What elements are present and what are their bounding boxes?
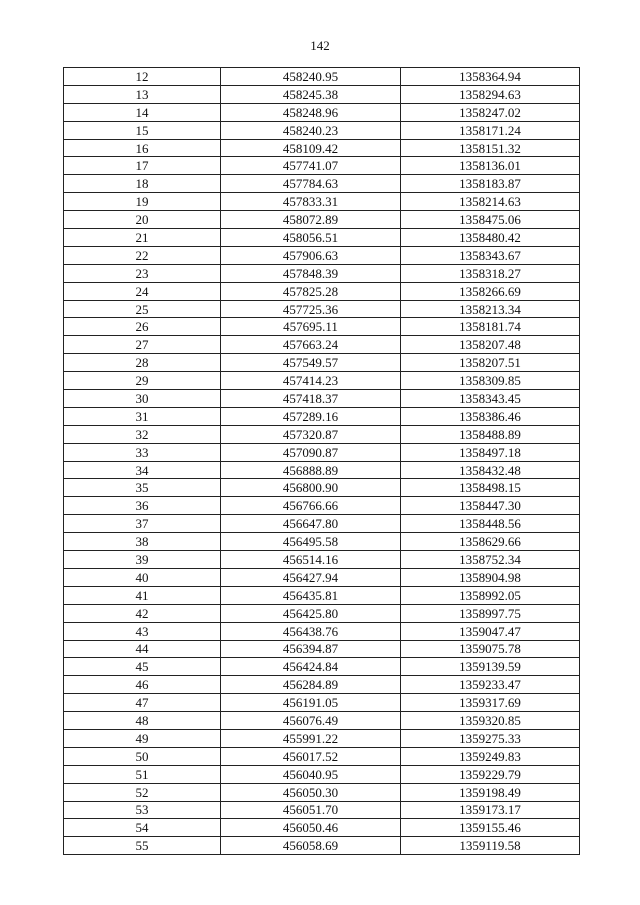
- x-coordinate-cell: 458109.42: [221, 139, 401, 157]
- x-coordinate-cell: 457289.16: [221, 407, 401, 425]
- table-row: [64, 515, 580, 533]
- x-coordinate-cell: 458245.38: [221, 85, 401, 103]
- y-coordinate-cell: 1358183.87: [401, 175, 580, 193]
- x-coordinate-cell: 457825.28: [221, 282, 401, 300]
- table-row: [64, 390, 580, 408]
- point-number-cell: 21: [64, 229, 221, 247]
- x-coordinate-cell: 458248.96: [221, 103, 401, 121]
- x-coordinate-cell: 456058.69: [221, 837, 401, 855]
- table-row: [64, 175, 580, 193]
- x-coordinate-cell: 457848.39: [221, 264, 401, 282]
- y-coordinate-cell: 1359317.69: [401, 694, 580, 712]
- table-row: [64, 407, 580, 425]
- point-number-cell: 50: [64, 747, 221, 765]
- point-number-cell: 36: [64, 497, 221, 515]
- point-number-cell: 52: [64, 783, 221, 801]
- table-row: [64, 264, 580, 282]
- point-number-cell: 43: [64, 622, 221, 640]
- point-number-cell: 48: [64, 712, 221, 730]
- table-row: [64, 229, 580, 247]
- table-row: [64, 694, 580, 712]
- point-number-cell: 14: [64, 103, 221, 121]
- table-row: [64, 819, 580, 837]
- x-coordinate-cell: 458056.51: [221, 229, 401, 247]
- table-row: [64, 193, 580, 211]
- x-coordinate-cell: 456191.05: [221, 694, 401, 712]
- x-coordinate-cell: 456800.90: [221, 479, 401, 497]
- x-coordinate-cell: 456051.70: [221, 801, 401, 819]
- point-number-cell: 25: [64, 300, 221, 318]
- y-coordinate-cell: 1358904.98: [401, 568, 580, 586]
- x-coordinate-cell: 456495.58: [221, 533, 401, 551]
- y-coordinate-cell: 1359233.47: [401, 676, 580, 694]
- x-coordinate-cell: 457784.63: [221, 175, 401, 193]
- point-number-cell: 54: [64, 819, 221, 837]
- y-coordinate-cell: 1358629.66: [401, 533, 580, 551]
- y-coordinate-cell: 1359075.78: [401, 640, 580, 658]
- y-coordinate-cell: 1358447.30: [401, 497, 580, 515]
- y-coordinate-cell: 1358497.18: [401, 443, 580, 461]
- y-coordinate-cell: 1358207.51: [401, 354, 580, 372]
- table-row: [64, 425, 580, 443]
- y-coordinate-cell: 1358448.56: [401, 515, 580, 533]
- x-coordinate-cell: 457320.87: [221, 425, 401, 443]
- y-coordinate-cell: 1358997.75: [401, 604, 580, 622]
- table-row: [64, 837, 580, 855]
- table-row: [64, 139, 580, 157]
- y-coordinate-cell: 1359320.85: [401, 712, 580, 730]
- point-number-cell: 45: [64, 658, 221, 676]
- table-row: [64, 372, 580, 390]
- point-number-cell: 28: [64, 354, 221, 372]
- table-row: [64, 103, 580, 121]
- y-coordinate-cell: 1358213.34: [401, 300, 580, 318]
- point-number-cell: 49: [64, 729, 221, 747]
- table-row: [64, 729, 580, 747]
- y-coordinate-cell: 1358171.24: [401, 121, 580, 139]
- point-number-cell: 17: [64, 157, 221, 175]
- point-number-cell: 41: [64, 586, 221, 604]
- point-number-cell: 44: [64, 640, 221, 658]
- x-coordinate-cell: 456647.80: [221, 515, 401, 533]
- table-row: [64, 157, 580, 175]
- point-number-cell: 40: [64, 568, 221, 586]
- y-coordinate-cell: 1359198.49: [401, 783, 580, 801]
- point-number-cell: 46: [64, 676, 221, 694]
- x-coordinate-cell: 456050.30: [221, 783, 401, 801]
- table-row: [64, 336, 580, 354]
- point-number-cell: 47: [64, 694, 221, 712]
- y-coordinate-cell: 1358498.15: [401, 479, 580, 497]
- point-number-cell: 55: [64, 837, 221, 855]
- x-coordinate-cell: 457418.37: [221, 390, 401, 408]
- y-coordinate-cell: 1358343.67: [401, 246, 580, 264]
- point-number-cell: 51: [64, 765, 221, 783]
- y-coordinate-cell: 1358432.48: [401, 461, 580, 479]
- x-coordinate-cell: 456424.84: [221, 658, 401, 676]
- table-row: [64, 533, 580, 551]
- x-coordinate-cell: 457695.11: [221, 318, 401, 336]
- x-coordinate-cell: 457906.63: [221, 246, 401, 264]
- y-coordinate-cell: 1358151.32: [401, 139, 580, 157]
- x-coordinate-cell: 457090.87: [221, 443, 401, 461]
- y-coordinate-cell: 1358294.63: [401, 85, 580, 103]
- table-row: [64, 604, 580, 622]
- point-number-cell: 34: [64, 461, 221, 479]
- x-coordinate-cell: 457414.23: [221, 372, 401, 390]
- x-coordinate-cell: 457663.24: [221, 336, 401, 354]
- point-number-cell: 32: [64, 425, 221, 443]
- table-row: [64, 479, 580, 497]
- x-coordinate-cell: 456435.81: [221, 586, 401, 604]
- point-number-cell: 27: [64, 336, 221, 354]
- y-coordinate-cell: 1358214.63: [401, 193, 580, 211]
- table-row: [64, 551, 580, 569]
- table-row: [64, 747, 580, 765]
- x-coordinate-cell: 456017.52: [221, 747, 401, 765]
- page-number: 142: [310, 38, 330, 53]
- x-coordinate-cell: 456766.66: [221, 497, 401, 515]
- table-body: [64, 68, 580, 855]
- x-coordinate-cell: 457549.57: [221, 354, 401, 372]
- y-coordinate-cell: 1358992.05: [401, 586, 580, 604]
- x-coordinate-cell: 455991.22: [221, 729, 401, 747]
- x-coordinate-cell: 457725.36: [221, 300, 401, 318]
- y-coordinate-cell: 1359275.33: [401, 729, 580, 747]
- point-number-cell: 19: [64, 193, 221, 211]
- y-coordinate-cell: 1358480.42: [401, 229, 580, 247]
- coordinates-table: [63, 67, 580, 855]
- table-row: [64, 318, 580, 336]
- y-coordinate-cell: 1358309.85: [401, 372, 580, 390]
- y-coordinate-cell: 1359155.46: [401, 819, 580, 837]
- x-coordinate-cell: 457741.07: [221, 157, 401, 175]
- y-coordinate-cell: 1359139.59: [401, 658, 580, 676]
- y-coordinate-cell: 1358475.06: [401, 211, 580, 229]
- y-coordinate-cell: 1358247.02: [401, 103, 580, 121]
- y-coordinate-cell: 1358386.46: [401, 407, 580, 425]
- point-number-cell: 13: [64, 85, 221, 103]
- point-number-cell: 39: [64, 551, 221, 569]
- table-row: [64, 443, 580, 461]
- table-row: [64, 712, 580, 730]
- y-coordinate-cell: 1359047.47: [401, 622, 580, 640]
- table-row: [64, 282, 580, 300]
- x-coordinate-cell: 456438.76: [221, 622, 401, 640]
- y-coordinate-cell: 1359119.58: [401, 837, 580, 855]
- point-number-cell: 24: [64, 282, 221, 300]
- table-row: [64, 121, 580, 139]
- x-coordinate-cell: 456050.46: [221, 819, 401, 837]
- x-coordinate-cell: 456076.49: [221, 712, 401, 730]
- x-coordinate-cell: 456394.87: [221, 640, 401, 658]
- point-number-cell: 29: [64, 372, 221, 390]
- table-row: [64, 461, 580, 479]
- table-row: [64, 300, 580, 318]
- y-coordinate-cell: 1358488.89: [401, 425, 580, 443]
- y-coordinate-cell: 1358136.01: [401, 157, 580, 175]
- point-number-cell: 15: [64, 121, 221, 139]
- point-number-cell: 16: [64, 139, 221, 157]
- point-number-cell: 26: [64, 318, 221, 336]
- table-row: [64, 211, 580, 229]
- x-coordinate-cell: 456888.89: [221, 461, 401, 479]
- y-coordinate-cell: 1358318.27: [401, 264, 580, 282]
- table-row: [64, 783, 580, 801]
- y-coordinate-cell: 1359173.17: [401, 801, 580, 819]
- point-number-cell: 33: [64, 443, 221, 461]
- point-number-cell: 38: [64, 533, 221, 551]
- x-coordinate-cell: 456427.94: [221, 568, 401, 586]
- x-coordinate-cell: 458240.95: [221, 68, 401, 86]
- point-number-cell: 53: [64, 801, 221, 819]
- y-coordinate-cell: 1358181.74: [401, 318, 580, 336]
- point-number-cell: 30: [64, 390, 221, 408]
- table-row: [64, 354, 580, 372]
- point-number-cell: 23: [64, 264, 221, 282]
- point-number-cell: 42: [64, 604, 221, 622]
- table-row: [64, 568, 580, 586]
- point-number-cell: 31: [64, 407, 221, 425]
- point-number-cell: 18: [64, 175, 221, 193]
- y-coordinate-cell: 1359249.83: [401, 747, 580, 765]
- y-coordinate-cell: 1358266.69: [401, 282, 580, 300]
- table-row: [64, 68, 580, 86]
- x-coordinate-cell: 456514.16: [221, 551, 401, 569]
- y-coordinate-cell: 1358364.94: [401, 68, 580, 86]
- point-number-cell: 12: [64, 68, 221, 86]
- point-number-cell: 35: [64, 479, 221, 497]
- table-row: [64, 640, 580, 658]
- table-row: [64, 622, 580, 640]
- x-coordinate-cell: 456425.80: [221, 604, 401, 622]
- y-coordinate-cell: 1358343.45: [401, 390, 580, 408]
- y-coordinate-cell: 1358752.34: [401, 551, 580, 569]
- table-row: [64, 85, 580, 103]
- table-row: [64, 676, 580, 694]
- y-coordinate-cell: 1359229.79: [401, 765, 580, 783]
- table-row: [64, 801, 580, 819]
- table-row: [64, 658, 580, 676]
- y-coordinate-cell: 1358207.48: [401, 336, 580, 354]
- table-row: [64, 765, 580, 783]
- x-coordinate-cell: 456040.95: [221, 765, 401, 783]
- table-row: [64, 497, 580, 515]
- x-coordinate-cell: 458240.23: [221, 121, 401, 139]
- point-number-cell: 22: [64, 246, 221, 264]
- table-row: [64, 586, 580, 604]
- x-coordinate-cell: 456284.89: [221, 676, 401, 694]
- x-coordinate-cell: 457833.31: [221, 193, 401, 211]
- point-number-cell: 20: [64, 211, 221, 229]
- point-number-cell: 37: [64, 515, 221, 533]
- table-row: [64, 246, 580, 264]
- x-coordinate-cell: 458072.89: [221, 211, 401, 229]
